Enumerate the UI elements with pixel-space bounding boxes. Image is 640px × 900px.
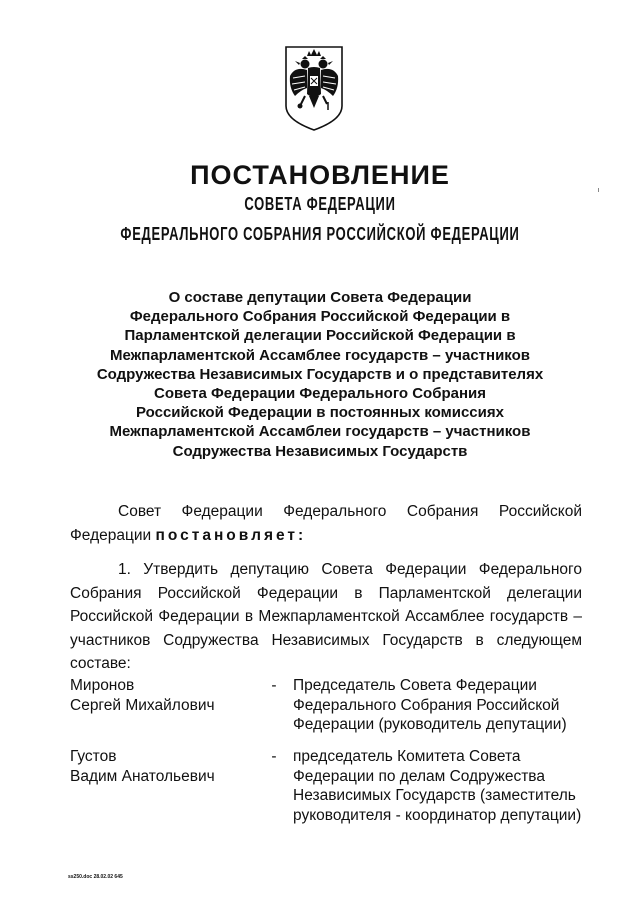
subject-line: Российской Федерации в постоянных комиссиях — [136, 404, 504, 422]
member-given-name: Сергей Михайлович — [70, 696, 215, 714]
member-name — [70, 676, 250, 715]
member-role: Председатель Совета Федерации Федерального Собрания Российской Федерации (руководитель депутации) — [293, 677, 567, 733]
member-name — [70, 747, 250, 786]
document-subtitle-assembly: ФЕДЕРАЛЬНОГО СОБРАНИЯ РОССИЙСКОЙ ФЕДЕРАЦИИ — [120, 224, 520, 244]
member-dash: - — [271, 677, 277, 694]
subject-line: Содружества Независимых Государств и о представителях — [96, 365, 544, 383]
member-surname: Густов — [70, 748, 117, 765]
subject-line: Федерального Собрания Российской Федерации в — [129, 308, 511, 326]
document-title: ПОСТАНОВЛЕНИЕ — [190, 160, 450, 190]
item-1-paragraph: 1. Утвердить депутацию Совета Федерации Федерального Собрания Российской Федерации в Парламентской делегации Российской Федерации в Межпарламентской Ассамблее государств – участников Содружества Независимых Государств в следующем составе: — [70, 561, 582, 672]
member-given-name: Вадим Анатольевич — [70, 767, 215, 785]
subject-line: Парламентской делегации Российской Федерации в — [124, 327, 516, 345]
subject-line: Межпарламентской Ассамблеи государств – участников — [109, 423, 531, 441]
resolves-word: постановляет: — [155, 526, 307, 544]
member-dash: - — [271, 748, 277, 765]
member-surname: Миронов — [70, 677, 135, 694]
subject-line: Межпарламентской Ассамблее государств – участников — [110, 346, 530, 364]
preamble-text: Совет Федерации Федерального Собрания Российской Федерации — [70, 503, 582, 544]
preamble-paragraph — [70, 500, 582, 547]
document-subtitle-council: СОВЕТА ФЕДЕРАЦИИ — [244, 194, 396, 214]
member-role: председатель Комитета Совета Федерации по делам Содружества Независимых Государств (заместитель руководителя - координатор депутации) — [293, 748, 582, 824]
subject-line: Содружества Независимых Государств — [172, 442, 468, 460]
resolution-subject — [60, 288, 580, 461]
subject-line: О составе депутации Совета Федерации — [168, 289, 472, 306]
subject-line: Совета Федерации Федерального Собрания — [153, 385, 487, 403]
coat-of-arms-emblem — [283, 44, 345, 132]
file-footer: ss250.doc 28.02.02 645 — [68, 874, 123, 880]
margin-mark — [598, 188, 599, 192]
